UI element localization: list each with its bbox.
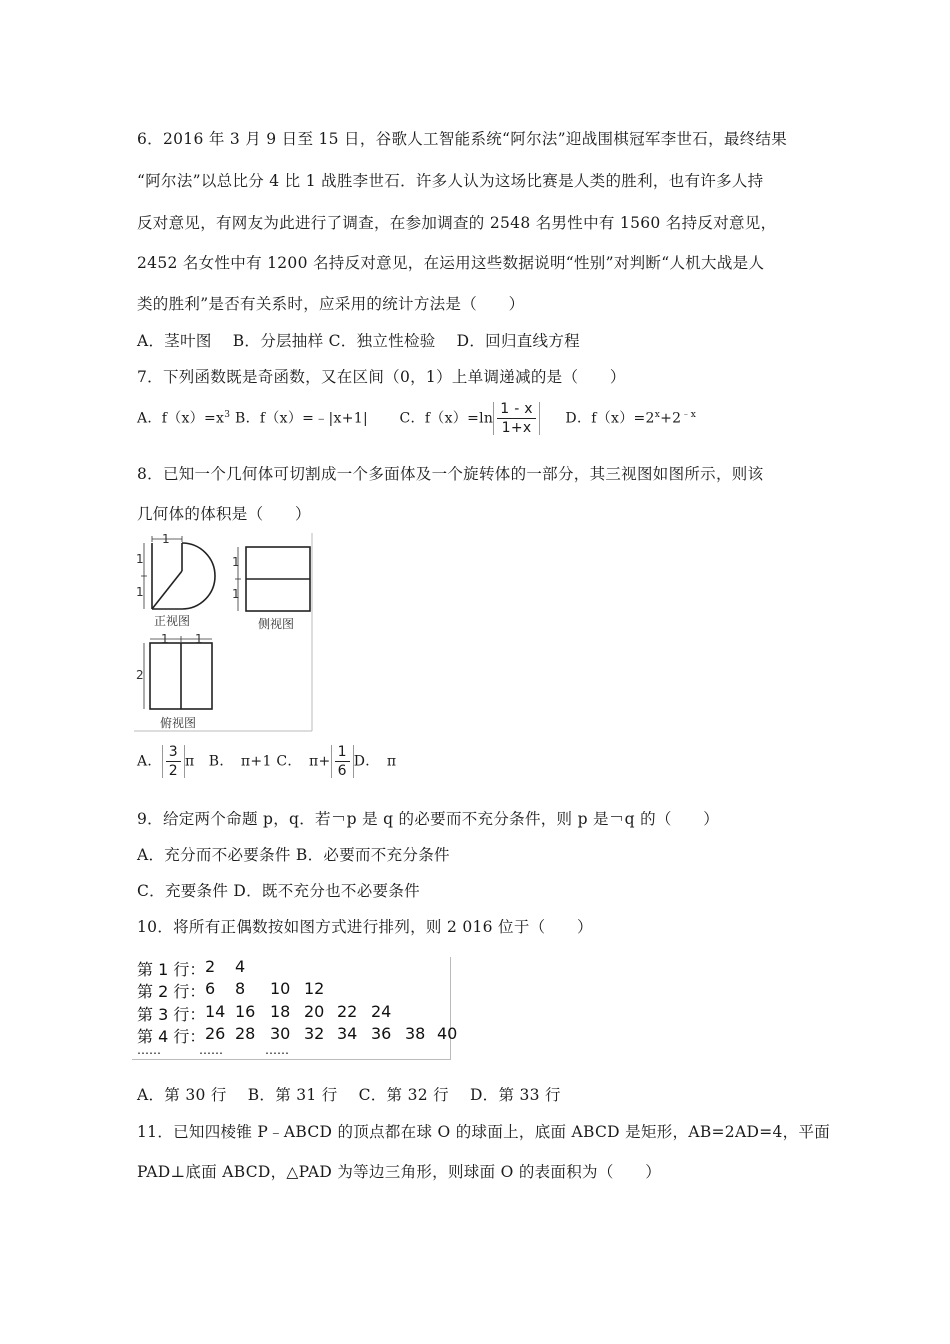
three-view-figure (134, 533, 314, 733)
front-height-dim-2: 1 (136, 585, 144, 599)
q7-option-c: C．f（x）=ln (399, 410, 494, 427)
ellipsis: …… (137, 1043, 161, 1057)
row-number: 16 (235, 1002, 256, 1021)
q8-option-c-den: 6 (337, 763, 347, 779)
row-number: 34 (337, 1024, 358, 1043)
row-number: 4 (235, 957, 246, 976)
q10-options: A．第 30 行 B．第 31 行 C．第 32 行 D．第 33 行 (137, 1086, 561, 1104)
q8-option-a-den: 2 (168, 763, 178, 779)
row-number: 32 (304, 1024, 325, 1043)
q7-frac-denominator: 1+x (501, 420, 532, 436)
front-view-label: 正视图 (154, 614, 191, 628)
q8-line-2: 几何体的体积是（ ） (137, 505, 311, 523)
side-view-label: 侧视图 (258, 617, 295, 631)
top-width-dim-2: 1 (195, 632, 203, 646)
q8-option-a-num: 3 (166, 745, 181, 762)
row-number: 10 (270, 979, 291, 998)
q8-option-c-fraction (335, 745, 350, 778)
q7-option-a: A．f（x）=x (137, 410, 225, 427)
front-view (152, 543, 215, 609)
q8-option-d: D． π (353, 753, 397, 770)
q7-option-d-mid: +2 (660, 410, 682, 427)
q9-stem: 9．给定两个命题 p，q．若￢p 是 q 的必要而不充分条件，则 p 是￢q 的（ ） (137, 810, 720, 828)
row-number: 36 (371, 1024, 392, 1043)
q8-line-1: 8．已知一个几何体可切割成一个多面体及一个旋转体的一部分，其三视图如图所示，则该 (137, 465, 764, 483)
row-number: 18 (270, 1002, 291, 1021)
ellipsis: …… (265, 1043, 289, 1057)
side-height-dim-2: 1 (232, 587, 240, 601)
q9-options-1: A．充分而不必要条件 B．必要而不充分条件 (137, 846, 450, 864)
ellipsis: …… (199, 1043, 223, 1057)
q7-stem: 7．下列函数既是奇函数，又在区间（0，1）上单调递减的是（ ） (137, 368, 626, 386)
q6-options: A．茎叶图 B．分层抽样 C．独立性检验 D．回归直线方程 (137, 332, 580, 350)
top-height-dim: 2 (136, 668, 144, 682)
row-number: 24 (371, 1002, 392, 1021)
q7-frac-numerator: 1 - x (497, 402, 536, 419)
q8-options (137, 745, 396, 778)
row-number: 40 (437, 1024, 458, 1043)
q6-line-3: 反对意见，有网友为此进行了调查，在参加调查的 2548 名男性中有 1560 名持反对意见， (137, 214, 777, 232)
q8-option-a-rest: π B． π+1 C． π+ (184, 753, 331, 770)
front-width-dim: 1 (162, 533, 170, 546)
top-view-label: 俯视图 (160, 716, 197, 730)
row-number: 28 (235, 1024, 256, 1043)
row-label: 第 2 行： (137, 982, 206, 1001)
q8-option-c-num: 1 (335, 745, 350, 762)
row-label: 第 4 行： (137, 1027, 206, 1046)
q10-stem: 10．将所有正偶数按如图方式进行排列，则 2 016 位于（ ） (137, 918, 593, 936)
row-number: 8 (235, 979, 246, 998)
q6-line-1: 6．2016 年 3 月 9 日至 15 日，谷歌人工智能系统“阿尔法”迎战围棋冠军李世石，最终结果 (137, 130, 788, 148)
row-label: 第 1 行： (137, 960, 206, 979)
q7-option-a-exponent: 3 (224, 409, 231, 420)
q7-option-d: D．f（x）=2 (565, 410, 655, 427)
row-number: 6 (205, 979, 216, 998)
row-label: 第 3 行： (137, 1005, 206, 1024)
q11-line-2: PAD⊥底面 ABCD，△PAD 为等边三角形，则球面 O 的表面积为（ ） (137, 1163, 662, 1181)
q6-line-2: “阿尔法”以总比分 4 比 1 战胜李世石．许多人认为这场比赛是人类的胜利，也有许多人持 (137, 172, 764, 190)
row-number: 22 (337, 1002, 358, 1021)
row-number: 12 (304, 979, 325, 998)
row-number: 2 (205, 957, 216, 976)
row-number: 38 (405, 1024, 426, 1043)
side-height-dim-1: 1 (232, 555, 240, 569)
even-number-table (132, 957, 458, 1060)
top-view (150, 643, 212, 709)
side-view (246, 547, 310, 611)
row-number: 26 (205, 1024, 226, 1043)
top-width-dim-1: 1 (161, 632, 169, 646)
q7-options (137, 402, 696, 435)
q8-option-a-prefix: A． (137, 753, 162, 770)
q11-line-1: 11．已知四棱锥 P﹣ABCD 的顶点都在球 O 的球面上，底面 ABCD 是矩形，AB=2AD=4，平面 (137, 1123, 831, 1141)
front-height-dim-1: 1 (136, 552, 144, 566)
q6-line-5: 类的胜利”是否有关系时，应采用的统计方法是（ ） (137, 295, 525, 313)
q9-options-2: C．充要条件 D．既不充分也不必要条件 (137, 882, 420, 900)
q7-option-d-exp2: ﹣x (681, 409, 697, 420)
row-number: 14 (205, 1002, 226, 1021)
q7-option-d-exp1: x (654, 409, 661, 420)
row-number: 20 (304, 1002, 325, 1021)
q6-line-4: 2452 名女性中有 1200 名持反对意见，在运用这些数据说明“性别”对判断“人机大战是人 (137, 254, 765, 272)
q7-option-b: B．f（x）=﹣|x+1| (235, 410, 368, 427)
row-number: 30 (270, 1024, 291, 1043)
q7-option-c-fraction (497, 402, 536, 435)
q8-option-a-fraction (166, 745, 181, 778)
